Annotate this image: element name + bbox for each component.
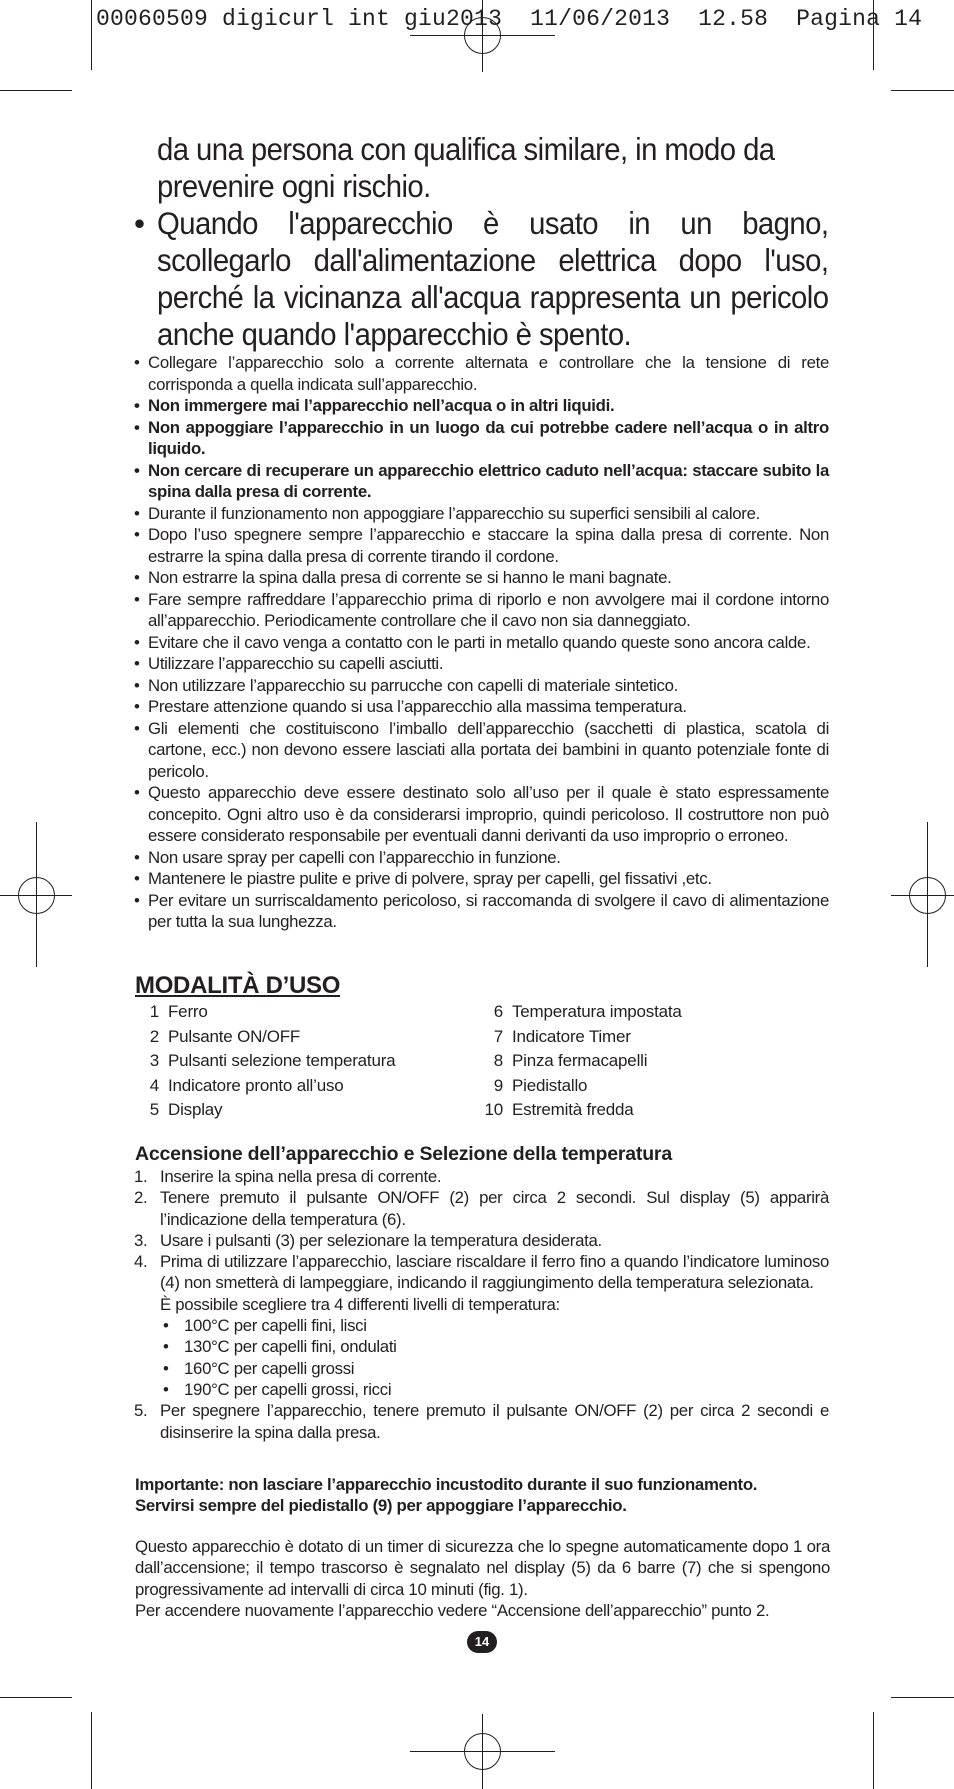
page-number-badge: 14 xyxy=(467,1631,497,1653)
list-item: • Non cercare di recuperare un apparecchio elettrico caduto nell’acqua: staccare subito la spina dalla presa di corrente. xyxy=(134,460,829,503)
level-item: • 130°C per capelli fini, ondulati xyxy=(163,1337,397,1357)
parts-list-left xyxy=(133,1000,395,1123)
list-item: • Utilizzare l’apparecchio su capelli asciutti. xyxy=(134,653,829,675)
part-item: 5 Display xyxy=(149,1100,223,1119)
step-item: 4. Prima di utilizzare l’apparecchio, lasciare riscaldare il ferro fino a quando l’indicatore luminoso (4) non smetterà di lampeggiare, indicando il raggiungimento della temperatura selezionata. È possibile scegliere tra 4 differenti livelli di temperatura: • 100°C per capelli fini, lisci • 130°C per capelli fini, ondulati • 160°C per capelli grossi • 190°C per capelli grossi, ricci xyxy=(134,1252,829,1399)
level-item: • 100°C per capelli fini, lisci xyxy=(163,1316,367,1336)
subsection-title-power-on: Accensione dell’apparecchio e Selezione della temperatura xyxy=(135,1143,672,1165)
print-slug: 00060509 digicurl int giu2013 11/06/2013 12.58 Pagina 14 xyxy=(96,6,923,32)
list-item: • Non estrarre la spina dalla presa di corrente se si hanno le mani bagnate. xyxy=(134,567,829,589)
part-item: 10 Estremità fredda xyxy=(484,1100,634,1119)
list-item: • Evitare che il cavo venga a contatto con le parti in metallo quando queste sono ancora calde. xyxy=(134,632,829,654)
list-item: • Non utilizzare l’apparecchio su parrucche con capelli di materiale sintetico. xyxy=(134,675,829,697)
registration-circle xyxy=(18,877,55,914)
list-item: • Collegare l’apparecchio solo a corrente alternata e controllare che la tensione di rete corrisponda a quella indicata sull’apparecchio. xyxy=(134,352,829,395)
list-item: • Per evitare un surriscaldamento pericoloso, si raccomanda di svolgere il cavo di alimentazione per tutta la sua lunghezza. xyxy=(134,890,829,933)
list-item: • Dopo l’uso spegnere sempre l’apparecchio e staccare la spina dalla presa di corrente. Non estrarre la spina dalla presa di corrente tirando il cordone. xyxy=(134,524,829,567)
list-item: • Durante il funzionamento non appoggiare l’apparecchio su superfici sensibili al calore. xyxy=(134,503,829,525)
step-item: 5. Per spegnere l’apparecchio, tenere premuto il pulsante ON/OFF (2) per circa 2 secondi e disinserire la spina dalla presa. xyxy=(134,1401,829,1442)
crop-mark xyxy=(91,0,92,70)
part-item: 2 Pulsante ON/OFF xyxy=(149,1026,301,1046)
safety-warnings-list xyxy=(134,352,829,933)
part-item: 9 Piedistallo xyxy=(493,1075,588,1095)
parts-list-right xyxy=(477,1000,682,1123)
part-item: 7 Indicatore Timer xyxy=(493,1026,631,1046)
registration-circle xyxy=(464,1733,501,1770)
list-item: • Fare sempre raffreddare l’apparecchio prima di riporlo e non avvolgere mai il cordone intorno all’apparecchio. Periodicamente controllare che il cavo non sia danneggiato. xyxy=(134,589,829,632)
crop-mark xyxy=(891,90,954,91)
list-item: • Non appoggiare l’apparecchio in un luogo da cui potrebbe cadere nell’acqua o in altro liquido. xyxy=(134,417,829,460)
crop-mark xyxy=(0,1697,72,1698)
crop-mark xyxy=(0,90,72,91)
step-item: 2. Tenere premuto il pulsante ON/OFF (2) per circa 2 secondi. Sul display (5) apparirà l’indicazione della temperatura (6). xyxy=(134,1188,829,1229)
levels-intro: È possibile scegliere tra 4 differenti livelli di temperatura: xyxy=(160,1294,560,1314)
level-item: • 160°C per capelli grossi xyxy=(163,1358,355,1378)
intro-continuation: da una persona con qualifica similare, in modo da prevenire ogni rischio. xyxy=(157,131,775,204)
part-item: 6 Temperatura impostata xyxy=(493,1002,682,1021)
section-title-usage: MODALITÀ D’USO xyxy=(135,972,341,999)
part-item: 3 Pulsanti selezione temperatura xyxy=(149,1051,396,1070)
list-item: • Non usare spray per capelli con l’apparecchio in funzione. xyxy=(134,847,829,869)
power-on-steps xyxy=(134,1166,829,1443)
registration-circle xyxy=(909,877,946,914)
timer-paragraph: Questo apparecchio è dotato di un timer di sicurezza che lo spegne automaticamente dopo 1 ora dall’accensione; il tempo trascorso è segnalato nel display (5) da 6 barre (7) che si spengono progressivamente ad intervalli di circa 10 minuti (fig. 1). Per accendere nuovamente l’apparecchio vedere “Accensione dell’apparecchio” punto 2. xyxy=(135,1537,830,1620)
temperature-levels xyxy=(160,1315,829,1400)
list-item: • Questo apparecchio deve essere destinato solo all’uso per il quale è stato espressamente concepito. Ogni altro uso è da considerarsi improprio, quindi pericoloso. Il costruttore non può essere considerato responsabile per eventuali danni derivanti da uso improprio o erroneo. xyxy=(134,782,829,847)
part-item: 4 Indicatore pronto all’uso xyxy=(149,1075,344,1095)
step-item: 1. Inserire la spina nella presa di corrente. xyxy=(134,1167,442,1186)
list-item: • Prestare attenzione quando si usa l’apparecchio alla massima temperatura. xyxy=(134,696,829,718)
list-item: • Non immergere mai l’apparecchio nell’acqua o in altri liquidi. xyxy=(134,395,829,417)
crop-mark xyxy=(891,1697,954,1698)
part-item: 1 Ferro xyxy=(149,1002,208,1021)
part-item: 8 Pinza fermacapelli xyxy=(493,1051,648,1070)
crop-mark xyxy=(91,1712,92,1789)
bullet-icon: • xyxy=(134,205,146,241)
level-item: • 190°C per capelli grossi, ricci xyxy=(163,1379,392,1399)
list-item: • Gli elementi che costituiscono l’imballo dell’apparecchio (sacchetti di plastica, scatola di cartone, ecc.) non devono essere lasciati alla portata dei bambini in quanto potenziale fonte di pericolo. xyxy=(134,718,829,783)
list-item: • Mantenere le piastre pulite e prive di polvere, spray per capelli, gel fissativi ,etc. xyxy=(134,868,829,890)
important-note: Importante: non lasciare l’apparecchio incustodito durante il suo funzionamento. Servirsi sempre del piedistallo (9) per appoggiare l’apparecchio. xyxy=(135,1475,758,1516)
crop-mark xyxy=(873,1712,874,1789)
intro-bullet-text: Quando l'apparecchio è usato in un bagno, scollegarlo dall'alimentazione elettrica dopo l'uso, perché la vicinanza all'acqua rappresenta un pericolo anche quando l'apparecchio è spento. xyxy=(157,205,829,352)
step-item: 3. Usare i pulsanti (3) per selezionare la temperatura desiderata. xyxy=(134,1230,602,1250)
